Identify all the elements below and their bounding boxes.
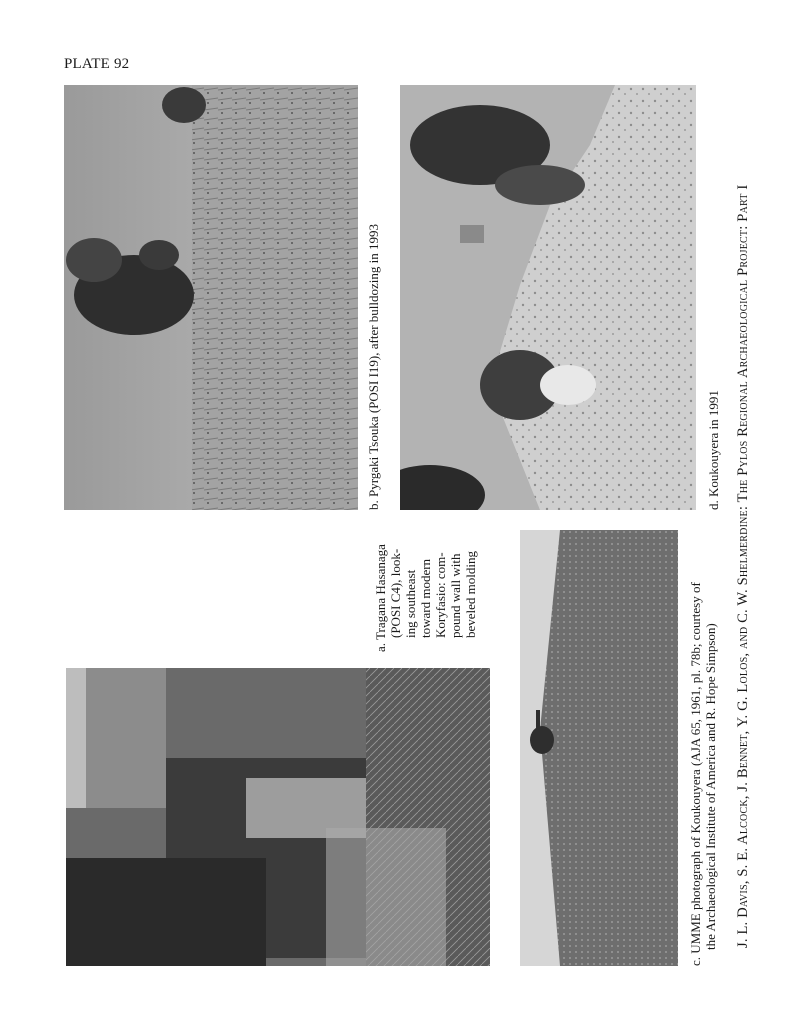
caption-c-line-1: c. UMME photograph of Koukouyera (AJA 65, 1961, pl. 78b; courtesy of: [688, 582, 703, 966]
caption-a-line-5: Koryfasio: com-: [433, 552, 448, 638]
running-footer: [735, 185, 752, 948]
caption-a-line-6: pound wall with: [448, 553, 463, 638]
photo-c-umme-koukouyera: [520, 530, 678, 966]
caption-b: [366, 224, 381, 510]
plate-label: PLATE 92: [64, 56, 130, 72]
caption-a-line-7: beveled molding: [463, 550, 478, 638]
caption-d: [706, 390, 721, 510]
caption-c: [688, 582, 718, 966]
caption-a-line-2: (POSI C4), look-: [388, 548, 403, 638]
caption-a-line-3: ing southeast: [403, 569, 418, 638]
caption-d-text: d. Koukouyera in 1991: [706, 390, 721, 510]
photo-a-image: [66, 668, 490, 966]
photo-b-pyrgaki-tsouka: [64, 85, 358, 510]
photo-a-tragana-hasanaga: [66, 668, 490, 966]
caption-a: [373, 544, 478, 652]
caption-a-line-1: a. Tragana Hasanaga: [373, 544, 388, 652]
photo-c-image: [520, 530, 678, 966]
running-footer-text: J. L. Davis, S. E. Alcock, J. Bennet, Y. G. Lolos, and C. W. Shelmerdine: The Pylos Regional Archaeological Project: Part I: [735, 184, 751, 948]
caption-b-text: b. Pyrgaki Tsouka (POSI I19), after bulldozing in 1993: [366, 223, 381, 510]
caption-c-line-2: the Archaeological Institute of America and R. Hope Simpson): [703, 623, 718, 950]
photo-d-image: [400, 85, 696, 510]
caption-a-line-4: toward modern: [418, 558, 433, 638]
photo-b-image: [64, 85, 358, 510]
photo-d-koukouyera-1991: [400, 85, 696, 510]
